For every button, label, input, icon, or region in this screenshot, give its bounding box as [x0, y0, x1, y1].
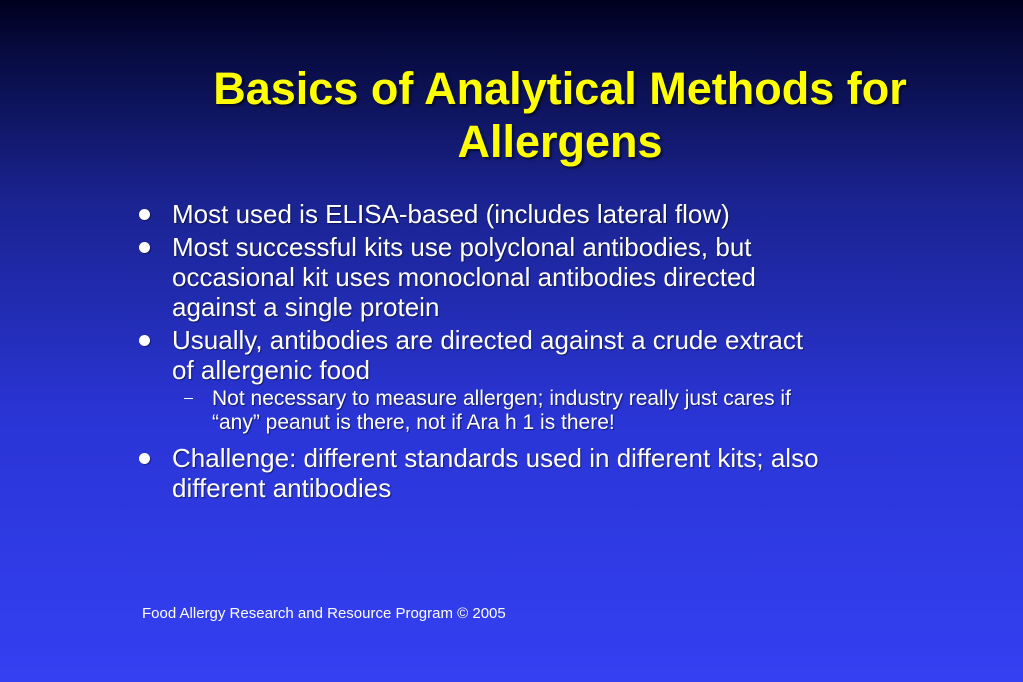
slide-title — [120, 62, 1000, 168]
bullet-text: Most successful kits use polyclonal antibodies, but — [172, 232, 752, 262]
bullet-dot-icon — [139, 335, 150, 346]
bullet-item — [138, 325, 938, 385]
bullet-text: against a single protein — [172, 292, 440, 322]
bullet-dot-icon — [139, 453, 150, 464]
bullet-dot-icon — [139, 209, 150, 220]
sub-bullet-item — [138, 387, 938, 435]
bullet-text: different antibodies — [172, 473, 392, 503]
bullet-dot-icon — [139, 242, 150, 253]
bullet-text: Challenge: different standards used in different kits; also — [172, 443, 819, 473]
bullet-text: Most used is ELISA-based (includes lateral flow) — [172, 199, 730, 229]
bullet-text: occasional kit uses monoclonal antibodies directed — [172, 262, 756, 292]
slide-title-line-2: Allergens — [457, 116, 663, 167]
bullet-item — [138, 199, 938, 229]
sub-bullet-text: “any” peanut is there, not if Ara h 1 is there! — [212, 411, 615, 434]
dash-bullet-icon — [184, 398, 193, 399]
bullet-text: Usually, antibodies are directed against a crude extract — [172, 325, 804, 355]
bullet-item — [138, 232, 938, 322]
footer-copyright: Food Allergy Research and Resource Program © 2005 — [142, 605, 506, 622]
bullet-list — [138, 199, 938, 506]
sub-bullet-text: Not necessary to measure allergen; industry really just cares if — [212, 387, 791, 410]
bullet-text: of allergenic food — [172, 355, 371, 385]
bullet-item — [138, 443, 938, 503]
slide-title-line-1: Basics of Analytical Methods for — [213, 63, 907, 114]
